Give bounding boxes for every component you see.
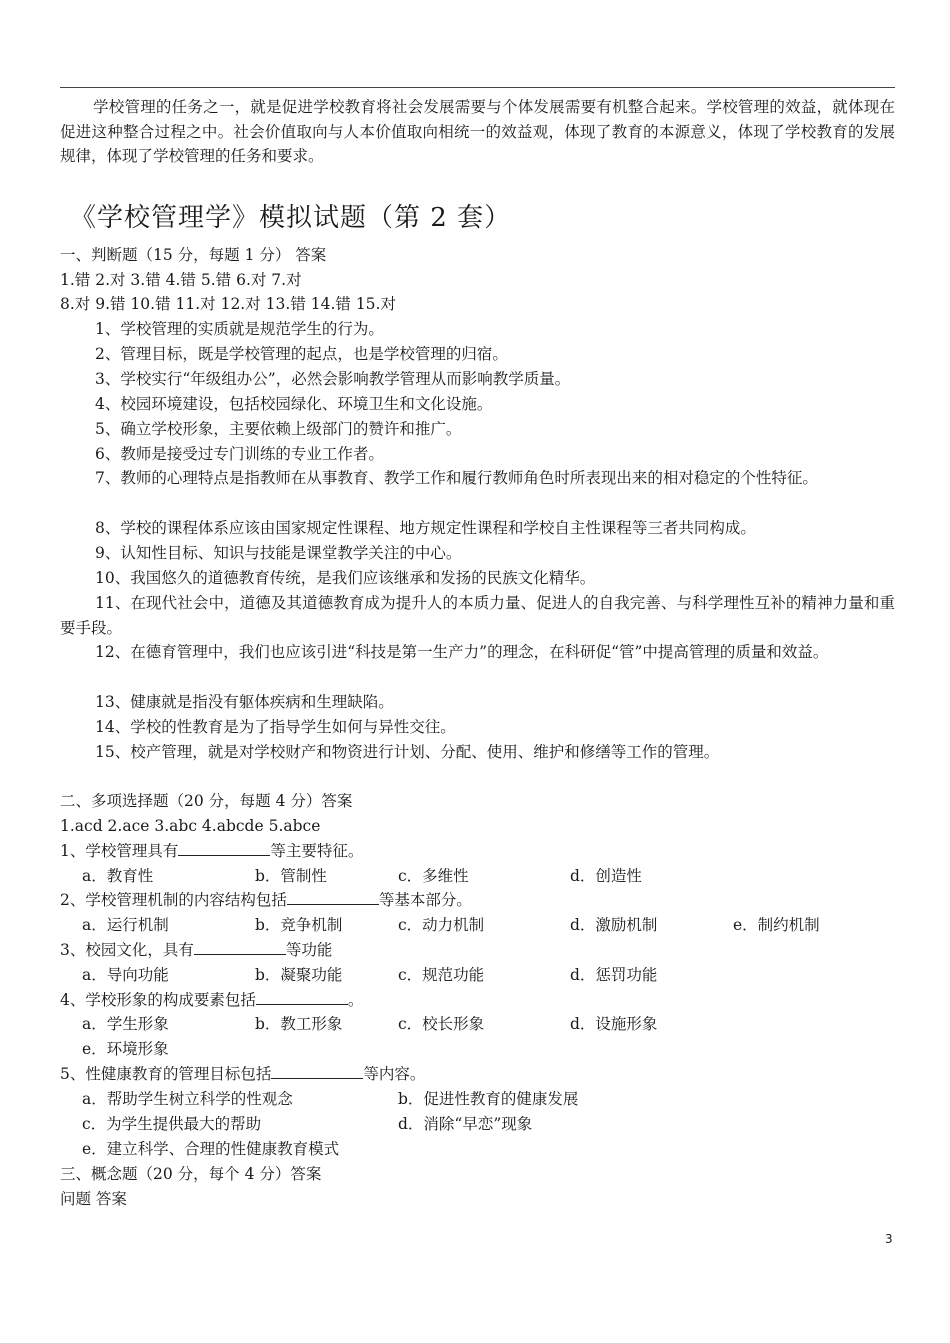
section3-heading: 三、概念题（20 分，每个 4 分）答案 (60, 1165, 322, 1183)
tf-question: 9、认知性目标、知识与技能是课堂教学关注的中心。 (95, 544, 462, 562)
mc-option: c．为学生提供最大的帮助 (82, 1115, 262, 1133)
tf-question: 4、校园环境建设，包括校园绿化、环境卫生和文化设施。 (95, 395, 493, 413)
mc-option: a．教育性 (82, 867, 154, 885)
tf-question: 6、教师是接受过专门训练的专业工作者。 (95, 445, 384, 463)
mc-option: d．创造性 (570, 867, 642, 885)
header-rule (60, 87, 895, 88)
section2-answers: 1.acd 2.ace 3.abc 4.abcde 5.abce (60, 817, 321, 835)
mc-question-stem: 3、校园文化，具有 等功能 (60, 941, 333, 959)
tf-question: 2、管理目标，既是学校管理的起点，也是学校管理的归宿。 (95, 345, 508, 363)
intro-paragraph: 学校管理的任务之一，就是促进学校教育将社会发展需要与个体发展需要有机整合起来。学校管理的效益，就体现在促进这种整合过程之中。社会价值取向与人本价值取向相统一的效益观，体现了教育的本源意义，体现了学校教育的发展规律，体现了学校管理的任务和要求。 (60, 98, 895, 165)
tf-question: 3、学校实行“年级组办公”，必然会影响教学管理从而影响教学质量。 (95, 370, 571, 388)
tf-question: 10、我国悠久的道德教育传统，是我们应该继承和发扬的民族文化精华。 (95, 569, 596, 587)
section1-answers-1: 1.错 2.对 3.错 4.错 5.错 6.对 7.对 (60, 271, 302, 289)
section3-subheading: 问题 答案 (60, 1190, 127, 1208)
mc-question-stem: 5、性健康教育的管理目标包括 等内容。 (60, 1065, 426, 1083)
answer-blank (194, 940, 286, 955)
exam-title: 《学校管理学》模拟试题（第 2 套） (70, 203, 512, 233)
mc-option: b．促进性教育的健康发展 (398, 1090, 579, 1108)
tf-question: 14、学校的性教育是为了指导学生如何与异性交往。 (95, 718, 456, 736)
mc-option: e．环境形象 (82, 1040, 169, 1058)
mc-option: a．学生形象 (82, 1015, 169, 1033)
mc-option: b．管制性 (255, 867, 327, 885)
mc-question-stem: 4、学校形象的构成要素包括 。 (60, 991, 364, 1009)
answer-blank (287, 890, 379, 905)
mc-option: b．教工形象 (255, 1015, 343, 1033)
section1-answers-2: 8.对 9.错 10.错 11.对 12.对 13.错 14.错 15.对 (60, 295, 396, 313)
tf-question: 11、在现代社会中，道德及其道德教育成为提升人的本质力量、促进人的自我完善、与科学理性互补的精神力量和重要手段。 (60, 594, 895, 637)
mc-option: c．多维性 (398, 867, 469, 885)
answer-blank (256, 990, 348, 1005)
mc-question-stem: 1、学校管理具有 等主要特征。 (60, 842, 364, 860)
mc-option: c．规范功能 (398, 966, 485, 984)
mc-option: a．导向功能 (82, 966, 169, 984)
section1-heading: 一、判断题（15 分，每题 1 分） 答案 (60, 246, 327, 264)
mc-option: a．运行机制 (82, 916, 169, 934)
mc-option: a．帮助学生树立科学的性观念 (82, 1090, 293, 1108)
mc-option: e．建立科学、合理的性健康教育模式 (82, 1140, 340, 1158)
answer-blank (271, 1064, 363, 1079)
mc-option: c．动力机制 (398, 916, 485, 934)
tf-question: 12、在德育管理中，我们也应该引进“科技是第一生产力”的理念，在科研促“管”中提高管理的质量和效益。 (95, 643, 829, 661)
mc-question-stem: 2、学校管理机制的内容结构包括 等基本部分。 (60, 891, 472, 909)
mc-option: d．激励机制 (570, 916, 658, 934)
tf-question: 1、学校管理的实质就是规范学生的行为。 (95, 320, 384, 338)
mc-option: b．凝聚功能 (255, 966, 343, 984)
mc-option: d．设施形象 (570, 1015, 658, 1033)
tf-question: 7、教师的心理特点是指教师在从事教育、教学工作和履行教师角色时所表现出来的相对稳定的个性特征。 (95, 469, 818, 487)
answer-blank (178, 841, 270, 856)
page-number: 3 (885, 1232, 893, 1246)
tf-question: 15、校产管理，就是对学校财产和物资进行计划、分配、使用、维护和修缮等工作的管理。 (95, 743, 720, 761)
mc-option: c．校长形象 (398, 1015, 485, 1033)
mc-option: d．惩罚功能 (570, 966, 658, 984)
tf-question: 5、确立学校形象，主要依赖上级部门的赞许和推广。 (95, 420, 462, 438)
tf-question: 8、学校的课程体系应该由国家规定性课程、地方规定性课程和学校自主性课程等三者共同构成。 (95, 519, 756, 537)
mc-option: d．消除“早恋”现象 (398, 1115, 533, 1133)
tf-question: 13、健康就是指没有躯体疾病和生理缺陷。 (95, 693, 394, 711)
mc-option: b．竞争机制 (255, 916, 343, 934)
mc-option: e．制约机制 (733, 916, 820, 934)
section2-heading: 二、多项选择题（20 分，每题 4 分）答案 (60, 792, 353, 810)
